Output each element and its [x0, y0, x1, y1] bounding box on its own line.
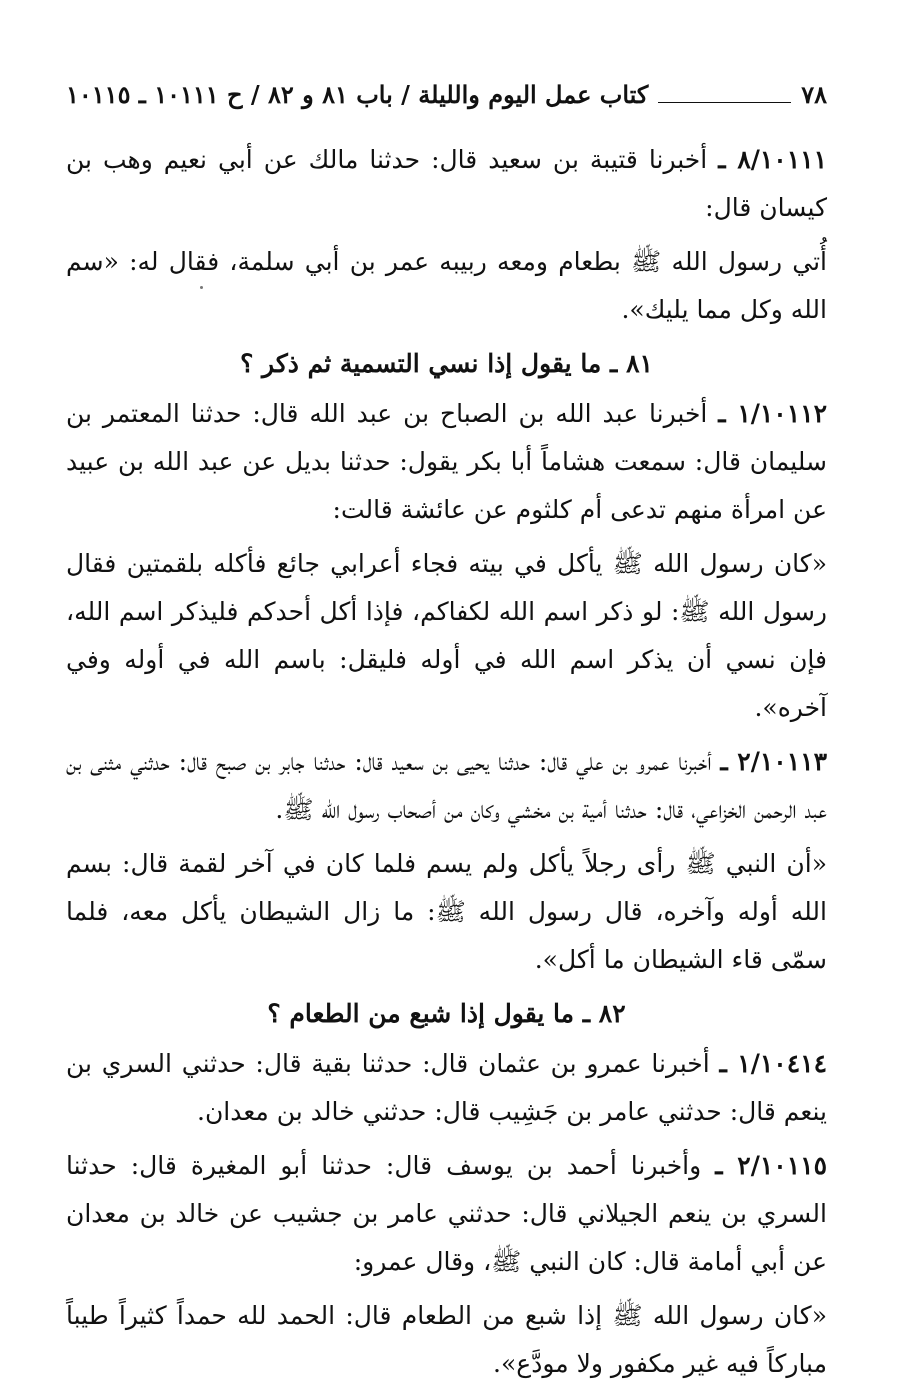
hadith-10115-matn: «كان رسول الله ﷺ إذا شبع من الطعام قال: الحمد لله حمداً كثيراً طيباً مباركاً فيه غير مكفور ولا مودَّع». [66, 1301, 827, 1378]
isnad-text: وأخبرنا أحمد بن يوسف قال: حدثنا أبو المغيرة قال: حدثنا السري بن ينعم الجيلاني قال: حدثني عامر بن جشيب عن خالد بن معدان عن أبي أمامة قال: كان النبي ﷺ، وقال عمرو: [66, 1151, 827, 1276]
hadith-10112-matn: «كان رسول الله ﷺ يأكل في بيته فجاء أعرابي جائع فأكله بلقمتين فقال رسول الله ﷺ: لو ذكر اسم الله لكفاكم، فإذا أكل أحدكم فليذكر اسم الله، فإن نسي أن يذكر اسم الله في أوله فليقل: باسم الله في أوله وفي آخره». [66, 549, 827, 722]
hadith-number: ٨/١٠١١١ ـ [718, 145, 828, 174]
hadith-10113-matn: «أن النبي ﷺ رأى رجلاً يأكل ولم يسم فلما كان في آخر لقمة قال: بسم الله أوله وآخره، قال رسول الله ﷺ: ما زال الشيطان يأكل معه، فلما سمّى قاء الشيطان ما أكل». [66, 849, 827, 974]
hadith-10115-isnad [66, 1142, 827, 1286]
hadith-number: ١/١٠١١٢ ـ [718, 399, 828, 428]
hadith-number: ٢/١٠١١٥ ـ [715, 1151, 827, 1180]
running-header [66, 80, 827, 109]
page-number: ٧٨ [801, 80, 827, 109]
section-81-heading: ٨١ ـ ما يقول إذا نسي التسمية ثم ذكر ؟ [240, 349, 653, 378]
hadith-number: ٢/١٠١١٣ ـ [720, 747, 827, 776]
isnad-text: أخبرنا عمرو بن عثمان قال: حدثنا بقية قال: حدثني السري بن ينعم قال: حدثني عامر بن جَشِيب قال: حدثني خالد بن معدان. [66, 1049, 827, 1126]
hadith-10414-isnad [66, 1040, 827, 1136]
header-rule [658, 86, 791, 103]
hadith-10111-isnad [66, 136, 827, 232]
hadith-10113-isnad [66, 738, 827, 834]
isnad-text: أخبرنا عبد الله بن الصباح بن عبد الله قال: حدثنا المعتمر بن سليمان قال: سمعت هشاماً أبا بكر يقول: حدثنا بديل عن عبد الله بن عبيد عن امرأة منهم تدعى أم كلثوم عن عائشة قالت: [66, 399, 827, 524]
hadith-10111-matn: أُتي رسول الله ﷺ بطعام ومعه ربيبه عمر بن أبي سلمة، فقال له: «سم الله وكل مما يليك». [66, 247, 827, 324]
isnad-text: أخبرنا قتيبة بن سعيد قال: حدثنا مالك عن أبي نعيم وهب بن كيسان قال: [66, 145, 827, 222]
hadith-10112-isnad [66, 390, 827, 534]
isnad-text: أخبرنا عمرو بن علي قال: حدثنا يحيى بن سعيد قال: حدثنا جابر بن صبح قال: حدثني مثنى بن عبد الرحمن الخزاعي، قال: حدثنا أمية بن مخشي وكان من أصحاب رسول الله ﷺ. [66, 747, 827, 824]
section-82-heading: ٨٢ ـ ما يقول إذا شبع من الطعام ؟ [267, 999, 626, 1028]
running-title: كتاب عمل اليوم والليلة / باب ٨١ و ٨٢ / ح ١٠١١١ ـ ١٠١١٥ [66, 80, 649, 109]
hadith-number: ١/١٠٤١٤ ـ [719, 1049, 827, 1078]
page-body [66, 136, 827, 1394]
print-speck [200, 286, 203, 289]
